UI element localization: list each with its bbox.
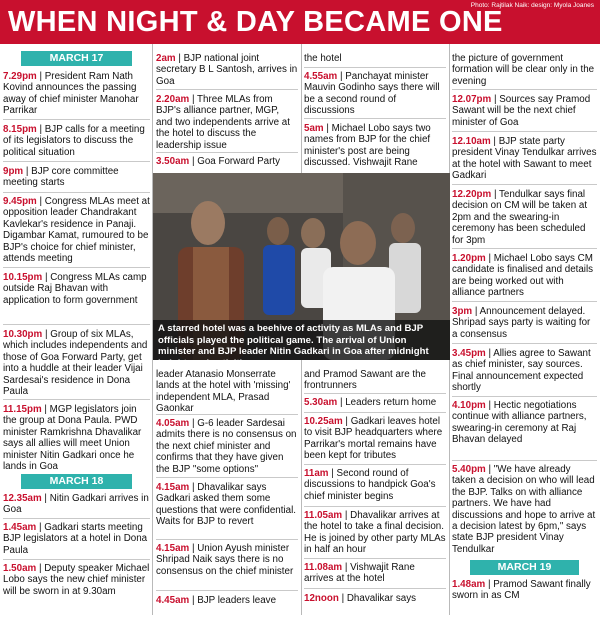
timeline-entry: 4.05am | G-6 leader Sardesai admits there is no consensus on the next chief minister and confirms that they have given the BJP "some options" (156, 418, 297, 475)
entry-text: the hotel (304, 53, 342, 64)
entry-time: 3.45pm (452, 348, 486, 359)
entry-time: 12.07pm (452, 94, 492, 105)
entry-text: Dhavalikar says (346, 593, 416, 604)
entry-text: Pramod Sawant finally sworn in as CM (452, 579, 591, 602)
divider (304, 412, 446, 413)
entry-time: 4.10pm (452, 400, 486, 411)
entry-time: 4.55am (304, 71, 338, 82)
entry-text: Group of six MLAs, which includes independents and those of Goa Forward Party, get into a huddle at their leader Vijai Sardesai's residence in Dona Paula (3, 329, 148, 398)
entry-time: 5.40pm (452, 464, 486, 475)
entry-time: 12noon (304, 593, 339, 604)
photo-caption: A starred hotel was a beehive of activity as MLAs and BJP officials played the political game. The arrival of Union minister and BJP leader Nitin Gadkari in Goa after midnight heightened activities (153, 320, 450, 360)
entry-text: Hectic negotiations continue with alliance partners, swearing-in ceremony at Raj Bhavan delayed (452, 400, 587, 446)
entry-time: 12.20pm (452, 189, 492, 200)
entry-time: 2am (156, 53, 176, 64)
timeline-entry: 12.10am | BJP state party president Vinay Tendulkar arrives at the hotel with Sawant to meet Gadkari (452, 136, 597, 182)
divider (3, 559, 150, 560)
timeline-entry: 11am | Second round of discussions to handpick Goa's chief minister begins (304, 468, 436, 502)
divider (156, 590, 298, 591)
entry-text: Michael Lobo says CM candidate is finalised and details are being worked out with alliance partners (452, 253, 594, 299)
timeline-entry: 10.30pm | Group of six MLAs, which includes independents and those of Goa Forward Party, get into a huddle at their leader Vijai Sardesai's residence in Dona Paula (3, 329, 148, 398)
divider (156, 152, 298, 153)
entry-text: Second round of discussions to handpick Goa's chief minister begins (304, 468, 436, 502)
divider (3, 119, 150, 120)
timeline-entry: 2am | BJP national joint secretary B L Santosh, arrives in Goa (156, 53, 298, 87)
divider (304, 558, 446, 559)
timeline-entry: 10.25am | Gadkari leaves hotel to visit BJP headquarters where Parrikar's mortal remains have been kept for tributes (304, 416, 443, 462)
timeline-entry: 1.50am | Deputy speaker Michael Lobo says the new chief minister will be sworn in at 9.30am (3, 563, 150, 597)
continued-text (304, 369, 446, 392)
divider (156, 89, 298, 90)
timeline-entry: 11.15pm | MGP legislators join the group at Dona Paula. PWD minister Ramkrishna Dhavalikar says all allies will meet Union minister Nitin Gadkari once he lands in Goa (3, 404, 142, 473)
entry-time: 10.30pm (3, 329, 43, 340)
entry-time: 1.45am (3, 522, 37, 533)
timeline-entry: 4.15am | Dhavalikar says Gadkari asked them some questions that were confidential. Waits for BJP to revert (156, 482, 296, 528)
timeline-entry: 12.20pm | Tendulkar says final decision on CM will be taken at 2pm and the swearing-in ceremony has been scheduled for 3pm (452, 189, 588, 246)
entry-time: 11.15pm (3, 404, 42, 415)
entry-time: 3pm (452, 306, 473, 317)
timeline-entry: 12noon | Dhavalikar says (304, 593, 416, 604)
entry-text: the picture of government formation will be clear only in the evening (452, 53, 595, 87)
entry-text: leader Atanasio Monserrate lands at the hotel with 'missing' independent MLA, Prasad Gaonkar (156, 369, 291, 415)
entry-text: Goa Forward Party (197, 156, 280, 167)
timeline-entry: 1.48am | Pramod Sawant finally sworn in as CM (452, 579, 591, 602)
divider (3, 518, 150, 519)
entry-time: 8.15pm (3, 124, 37, 135)
timeline-entry: 2.20am | Three MLAs from BJP's alliance partner, MGP, and two independents arrive at the hotel to discuss the leadership issue (156, 94, 290, 151)
entry-text: BJP calls for a meeting of its legislators to discuss the political situation (3, 124, 145, 158)
divider (156, 477, 298, 478)
divider (304, 464, 446, 465)
entry-text: Michael Lobo says two names from BJP for the chief minister's post are being discussed. Vishwajit Rane (304, 123, 431, 169)
entry-time: 4.15am (156, 482, 190, 493)
entry-time: 12.10am (452, 136, 491, 147)
entry-time: 5.30am (304, 397, 338, 408)
entry-time: 12.35am (3, 493, 42, 504)
entry-text: Vishwajit Rane arrives at the hotel (304, 562, 415, 585)
divider (156, 414, 298, 415)
entry-text: Leaders return home (345, 397, 437, 408)
divider (452, 301, 597, 302)
continued-text (452, 53, 597, 87)
timeline-entry: 1.45am | Gadkari starts meeting BJP legislators at a hotel in Dona Paula (3, 522, 148, 556)
timeline-entry: 11.08am | Vishwajit Rane arrives at the hotel (304, 562, 415, 585)
timeline-entry: 4.15am | Union Ayush minister Shripad Naik says there is no consensus on the chief minister (156, 543, 294, 577)
entry-text: Tendulkar says final decision on CM will be taken at 2pm and the swearing-in ceremony has been scheduled for 3pm (452, 189, 588, 246)
divider (452, 396, 597, 397)
entry-time: 1.48am (452, 579, 486, 590)
divider (3, 192, 150, 193)
divider (304, 67, 446, 68)
entry-time: 5am (304, 123, 324, 134)
timeline-entry: 4.10pm | Hectic negotiations continue with alliance partners, swearing-in ceremony at Raj Bhavan delayed (452, 400, 587, 446)
entry-text: MGP legislators join the group at Dona Paula. PWD minister Ramkrishna Dhavalikar says all allies will meet Union minister Nitin Gadkari once he lands in Goa (3, 404, 142, 473)
entry-text: Allies agree to Sawant as chief minister, say sources. Final announcement expected shortly (452, 348, 591, 394)
entry-text: President Ram Nath Kovind announces the passing away of chief minister Manohar Parrikar (3, 71, 139, 117)
entry-time: 11.08am (304, 562, 343, 573)
timeline-column-4 (452, 44, 597, 617)
timeline-entry: 4.55am | Panchayat minister Mauvin Godinho says there will be a second round of discussions (304, 71, 440, 117)
timeline-entry: 5.40pm | "We have already taken a decision on who will lead the BJP. Talks on with alliance partners. We have had discussions and hope to arrive at a decision latest by 6pm," says state BJP president Vinay Tendulkar (452, 464, 596, 555)
entry-time: 4.15am (156, 543, 190, 554)
timeline-entry: 11.05am | Dhavalikar arrives at the hotel to take a final decision. He is joined by other party MLAs in half an hour (304, 510, 446, 556)
entry-time: 4.05am (156, 418, 190, 429)
entry-time: 1.50am (3, 563, 37, 574)
divider (3, 324, 150, 325)
timeline-entry: 10.15pm | Congress MLAs camp outside Raj Bhavan with application to form government (3, 272, 147, 306)
timeline-column-1 (3, 44, 150, 617)
divider (3, 399, 150, 400)
photo-credit: Photo: Rajtilak Naik: design: Myola Joanes (470, 2, 594, 9)
entry-text: Gadkari leaves hotel to visit BJP headquarters where Parrikar's mortal remains have been kept for tributes (304, 416, 443, 462)
entry-text: Dhavalikar says Gadkari asked them some questions that were confidential. Waits for BJP to revert (156, 482, 296, 528)
continued-text (156, 369, 298, 415)
divider (452, 248, 597, 249)
divider (452, 460, 597, 461)
entry-text: Congress MLAs meet at opposition leader Chandrakant Kavlekar's residence in Panaji. Digambar Kamat, rumoured to be BJP's choice for chief minister, attends meeting (3, 196, 150, 265)
timeline-entry: 9.45pm | Congress MLAs meet at opposition leader Chandrakant Kavlekar's residence in Panaji. Digambar Kamat, rumoured to be BJP's choice for chief minister, attends meeting (3, 196, 150, 265)
entry-text: BJP state party president Vinay Tendulkar arrives at the hotel with Sawant to meet Gadkari (452, 136, 597, 182)
entry-text: Congress MLAs camp outside Raj Bhavan with application to form government (3, 272, 147, 306)
continued-text (304, 53, 446, 64)
divider (452, 343, 597, 344)
timeline-entry: 7.29pm | President Ram Nath Kovind announces the passing away of chief minister Manohar Parrikar (3, 71, 139, 117)
timeline-entry: 12.07pm | Sources say Pramod Sawant will be the next chief minister of Goa (452, 94, 591, 128)
divider (304, 588, 446, 589)
entry-time: 2.20am (156, 94, 190, 105)
timeline-entry: 4.45am | BJP leaders leave (156, 595, 277, 606)
entry-text: Sources say Pramod Sawant will be the next chief minister of Goa (452, 94, 591, 128)
date-heading: MARCH 19 (470, 560, 579, 575)
entry-text: Gadkari starts meeting BJP legislators at a hotel in Dona Paula (3, 522, 148, 556)
timeline-entry: 9pm | BJP core committee meeting starts (3, 166, 119, 189)
entry-text: Panchayat minister Mauvin Godinho says there will be a second round of discussions (304, 71, 440, 117)
divider (452, 131, 597, 132)
entry-text: Dhavalikar arrives at the hotel to take a final decision. He is joined by other party MLAs in half an hour (304, 510, 446, 556)
entry-time: 10.15pm (3, 272, 43, 283)
entry-text: and Pramod Sawant are the frontrunners (304, 369, 426, 392)
entry-text: Nitin Gadkari arrives in Goa (3, 493, 149, 516)
date-heading: MARCH 17 (21, 51, 132, 66)
entry-time: 1.20pm (452, 253, 486, 264)
entry-text: BJP national joint secretary B L Santosh, arrives in Goa (156, 53, 298, 87)
entry-text: BJP core committee meeting starts (3, 166, 119, 189)
entry-time: 9pm (3, 166, 24, 177)
date-heading: MARCH 18 (21, 474, 132, 489)
entry-time: 11.05am (304, 510, 343, 521)
divider (3, 161, 150, 162)
entry-time: 3.50am (156, 156, 190, 167)
entry-text: "We have already taken a decision on who will lead the BJP. Talks on with alliance partners. We have had discussions and hope to arrive at a decision latest by 6pm," says state BJP president Vinay Tendulkar (452, 464, 596, 555)
timeline-entry: 3.50am | Goa Forward Party (156, 156, 280, 167)
entry-text: Three MLAs from BJP's alliance partner, MGP, and two independents arrive at the hotel to discuss the leadership issue (156, 94, 290, 151)
divider (452, 184, 597, 185)
timeline-entry: 8.15pm | BJP calls for a meeting of its legislators to discuss the political situation (3, 124, 145, 158)
entry-text: BJP leaders leave (197, 595, 277, 606)
timeline-entry: 3.45pm | Allies agree to Sawant as chief minister, say sources. Final announcement expected shortly (452, 348, 591, 394)
divider (304, 118, 446, 119)
timeline-entry: 3pm | Announcement delayed. Shripad says party is waiting for a consensus (452, 306, 591, 340)
entry-text: Deputy speaker Michael Lobo says the new chief minister will be sworn in at 9.30am (3, 563, 150, 597)
timeline-entry: 1.20pm | Michael Lobo says CM candidate is finalised and details are being worked out with alliance partners (452, 253, 594, 299)
entry-time: 10.25am (304, 416, 343, 427)
entry-time: 7.29pm (3, 71, 37, 82)
divider (304, 393, 446, 394)
timeline-entry: 12.35am | Nitin Gadkari arrives in Goa (3, 493, 149, 516)
timeline-entry: 5.30am | Leaders return home (304, 397, 437, 408)
divider (156, 539, 298, 540)
timeline-entry: 5am | Michael Lobo says two names from BJP for the chief minister's post are being discussed. Vishwajit Rane (304, 123, 431, 169)
entry-time: 4.45am (156, 595, 190, 606)
entry-time: 9.45pm (3, 196, 37, 207)
entry-text: Announcement delayed. Shripad says party is waiting for a consensus (452, 306, 591, 340)
entry-text: Union Ayush minister Shripad Naik says there is no consensus on the chief minister (156, 543, 294, 577)
title-banner (0, 0, 600, 44)
entry-text: G-6 leader Sardesai admits there is no consensus on the next chief minister and confirms that they have given the BJP "some options" (156, 418, 297, 475)
entry-time: 11am (304, 468, 329, 479)
page-title: WHEN NIGHT & DAY BECAME ONE (8, 6, 503, 38)
divider (452, 89, 597, 90)
divider (304, 506, 446, 507)
divider (3, 267, 150, 268)
